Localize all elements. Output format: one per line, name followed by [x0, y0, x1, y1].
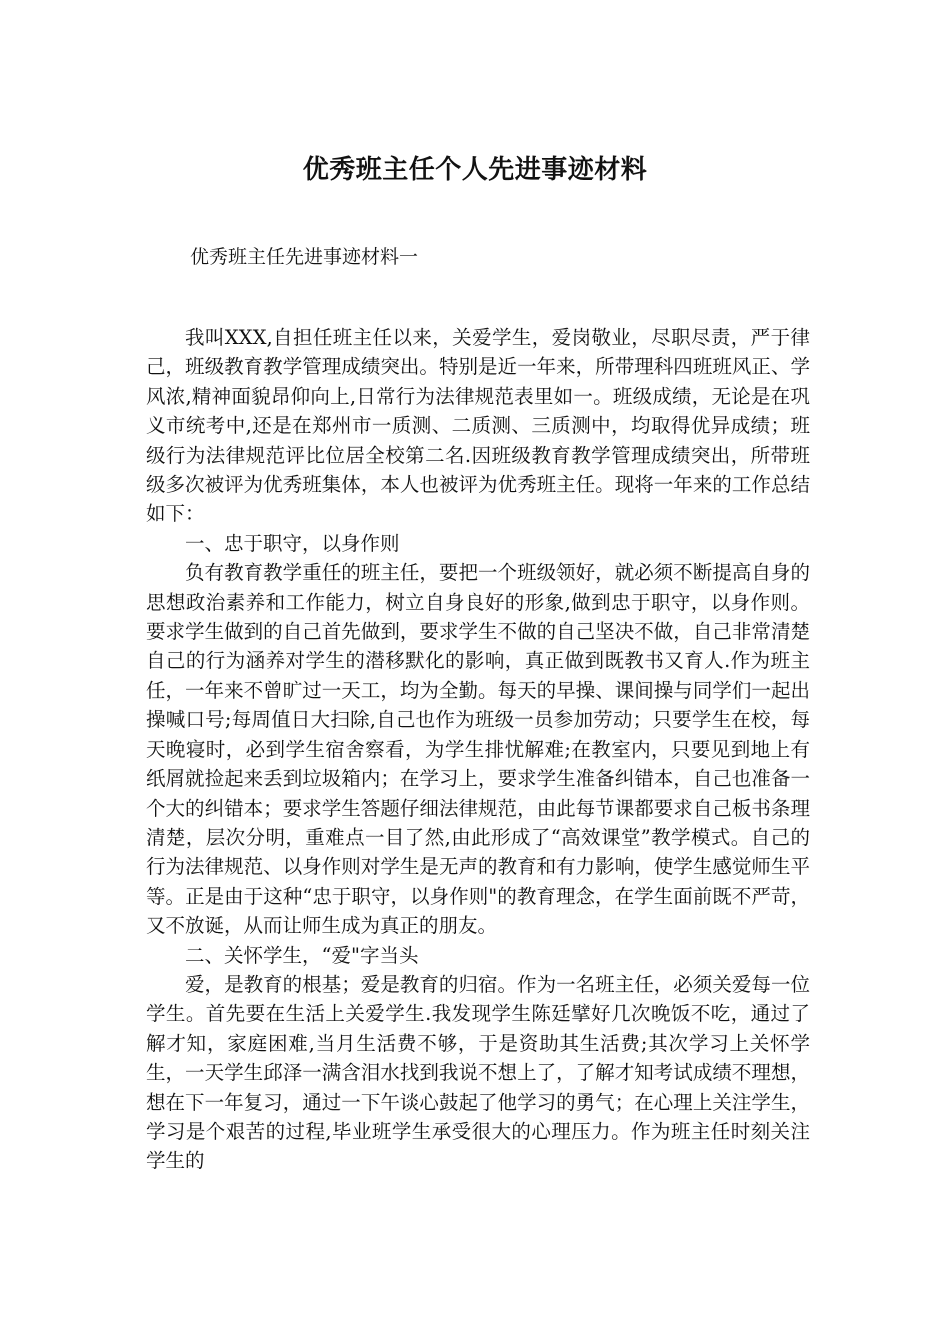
document-body — [146, 323, 810, 1176]
paragraph-intro: 我叫XXX,自担任班主任以来，关爱学生，爱岗敬业，尽职尽责，严于律己，班级教育教学管理成绩突出。特别是近一年来，所带理科四班班风正、学风浓,精神面貌昂仰向上,日常行为法律规范表里如一。班级成绩，无论是在巩义市统考中,还是在郑州市一质测、二质测、三质测中，均取得优异成绩；班级行为法律规范评比位居全校第二名.因班级教育教学管理成绩突出，所带班级多次被评为优秀班集体，本人也被评为优秀班主任。现将一年来的工作总结如下： — [146, 326, 810, 526]
document-subtitle: 优秀班主任先进事迹材料一 — [190, 246, 419, 268]
section-heading-2: 二、关怀学生，“爱"字当头 — [185, 943, 419, 967]
document-title: 优秀班主任个人先进事迹材料 — [302, 155, 648, 185]
paragraph-section-2: 爱，是教育的根基；爱是教育的归宿。作为一名班主任，必须关爱每一位学生。首先要在生活上关爱学生.我发现学生陈廷擘好几次晚饭不吃，通过了解才知，家庭困难,当月生活费不够，于是资助其生活费;其次学习上关怀学生，一天学生邱泽一满含泪水找到我说不想上了，了解才知考试成绩不理想，想在下一年复习，通过一下午谈心鼓起了他学习的勇气；在心理上关注学生，学习是个艰苦的过程,毕业班学生承受很大的心理压力。作为班主任时刻关注学生的 — [146, 972, 810, 1173]
section-heading-1: 一、忠于职守，以身作则 — [185, 531, 400, 555]
paragraph-section-1: 负有教育教学重任的班主任，要把一个班级领好，就必须不断提高自身的思想政治素养和工作能力，树立自身良好的形象,做到忠于职守，以身作则。要求学生做到的自己首先做到，要求学生不做的自己坚决不做，自己非常清楚自己的行为涵养对学生的潜移默化的影响，真正做到既教书又育人.作为班主任，一年来不曾旷过一天工，均为全勤。每天的早操、课间操与同学们一起出操喊口号;每周值日大扫除,自己也作为班级一员参加劳动；只要学生在校，每天晚寝时，必到学生宿舍察看，为学生排忧解难;在教室内，只要见到地上有纸屑就捡起来丢到垃圾箱内；在学习上，要求学生准备纠错本，自己也准备一个大的纠错本；要求学生答题仔细法律规范，由此每节课都要求自己板书条理清楚，层次分明，重难点一目了然,由此形成了“高效课堂”教学模式。自己的行为法律规范、以身作则对学生是无声的教育和有力影响，使学生感觉师生平等。正是由于这种“忠于职守，以身作则"的教育理念，在学生面前既不严苛，又不放诞，从而让师生成为真正的朋友。 — [146, 561, 810, 938]
